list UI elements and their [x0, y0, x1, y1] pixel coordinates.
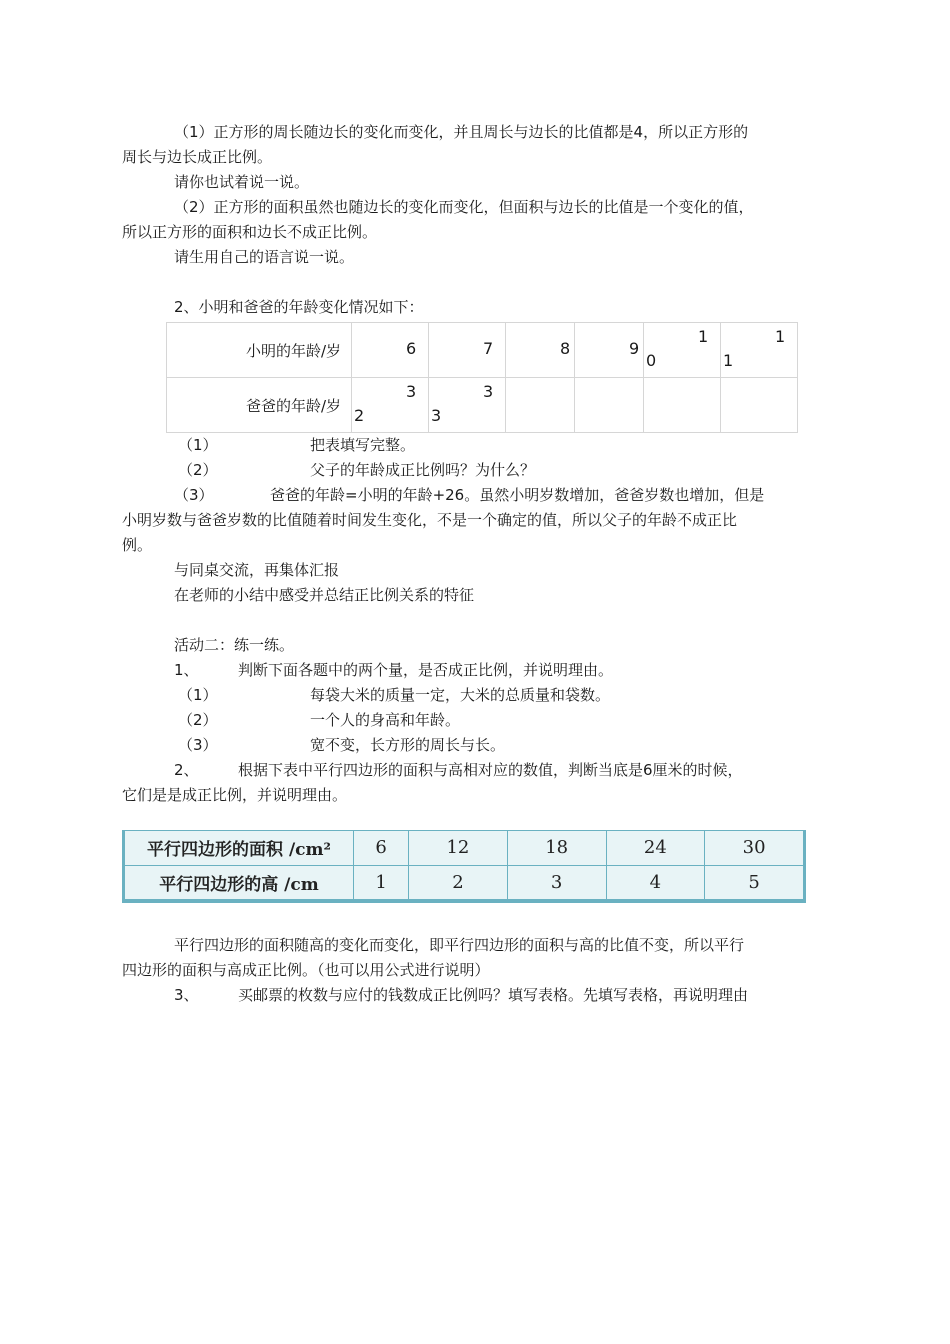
age-cell: 2: [354, 406, 365, 425]
parallelogram-table: [122, 830, 806, 903]
ex2: 2、 根据下表中平行四边形的面积与高相对应的数值，判断当底是6厘米的时候，: [174, 761, 743, 779]
age-cell: 1: [698, 327, 709, 346]
age-cell: 0: [646, 351, 657, 370]
ex1-item-3: （3） 宽不变，长方形的周长与长。: [178, 736, 506, 754]
age-cell: 3: [431, 406, 442, 425]
q2-item-2: （2） 父子的年龄成正比例吗？为什么？: [178, 461, 536, 479]
ex1-item-1: （1） 每袋大米的质量一定，大米的总质量和袋数。: [178, 686, 611, 704]
ex1: 1、 判断下面各题中的两个量，是否成正比例，并说明理由。: [174, 661, 614, 679]
ex3: 3、 买邮票的枚数与应付的钱数成正比例吗？填写表格。先填写表格，再说明理由: [174, 986, 749, 1004]
para4: 请生用自己的语言说一说。: [174, 248, 355, 266]
area-cell: 6: [354, 831, 409, 866]
para3-line1: （2）正方形的面积虽然也随边长的变化而变化，但面积与边长的比值是一个变化的值，: [174, 198, 754, 216]
area-cell: 12: [409, 831, 508, 866]
age-cell: 7: [483, 339, 494, 358]
exchange-text: 与同桌交流，再集体汇报: [174, 561, 340, 579]
table-row: [167, 378, 798, 433]
ex2-line2: 它们是是成正比例，并说明理由。: [122, 786, 348, 804]
age-row2-header: 爸爸的年龄/岁: [167, 378, 352, 433]
age-cell: 3: [483, 382, 494, 401]
para1-line1: （1）正方形的周长随边长的变化而变化，并且周长与边长的比值都是4，所以正方形的: [174, 123, 749, 141]
height-cell: 3: [507, 865, 606, 900]
area-row-header: 平行四边形的面积 /cm²: [125, 831, 354, 866]
height-cell: 5: [705, 865, 804, 900]
height-cell: 1: [354, 865, 409, 900]
age-cell: 6: [406, 339, 417, 358]
ex1-item-2: （2） 一个人的身高和年龄。: [178, 711, 461, 729]
document-page: [122, 120, 830, 1008]
ex2-answer-line2: 四边形的面积与高成正比例。（也可以用公式进行说明）: [122, 961, 490, 979]
area-cell: 18: [507, 831, 606, 866]
q2-item3-line2: 小明岁数与爸爸岁数的比值随着时间发生变化，不是一个确定的值，所以父子的年龄不成正比: [122, 511, 738, 529]
q2-item3-line3: 例。: [122, 536, 153, 554]
age-cell: 1: [723, 351, 734, 370]
height-cell: 2: [409, 865, 508, 900]
table-row: [125, 865, 804, 900]
q2-title: 2、小明和爸爸的年龄变化情况如下：: [174, 298, 424, 316]
para3-line2: 所以正方形的面积和边长不成正比例。: [122, 223, 378, 241]
age-cell: 8: [560, 339, 571, 358]
q2-item-3: （3） 爸爸的年龄=小明的年龄+26。虽然小明岁数增加，爸爸岁数也增加，但是: [174, 486, 765, 504]
area-cell: 30: [705, 831, 804, 866]
height-row-header: 平行四边形的高 /cm: [125, 865, 354, 900]
age-cell: 9: [629, 339, 640, 358]
age-cell: 1: [775, 327, 786, 346]
age-row1-header: 小明的年龄/岁: [167, 323, 352, 378]
table-row: [125, 831, 804, 866]
para1-line2: 周长与边长成正比例。: [122, 148, 273, 166]
q2-item-1: （1） 把表填写完整。: [178, 436, 416, 454]
age-table: [166, 322, 798, 433]
age-cell: 3: [406, 382, 417, 401]
ex2-answer-line1: 平行四边形的面积随高的变化而变化，即平行四边形的面积与高的比值不变，所以平行: [174, 936, 745, 954]
summary-text: 在老师的小结中感受并总结正比例关系的特征: [174, 586, 475, 604]
height-cell: 4: [606, 865, 705, 900]
para2: 请你也试着说一说。: [174, 173, 310, 191]
table-row: [167, 323, 798, 378]
area-cell: 24: [606, 831, 705, 866]
activity2-title: 活动二：练一练。: [174, 636, 295, 654]
